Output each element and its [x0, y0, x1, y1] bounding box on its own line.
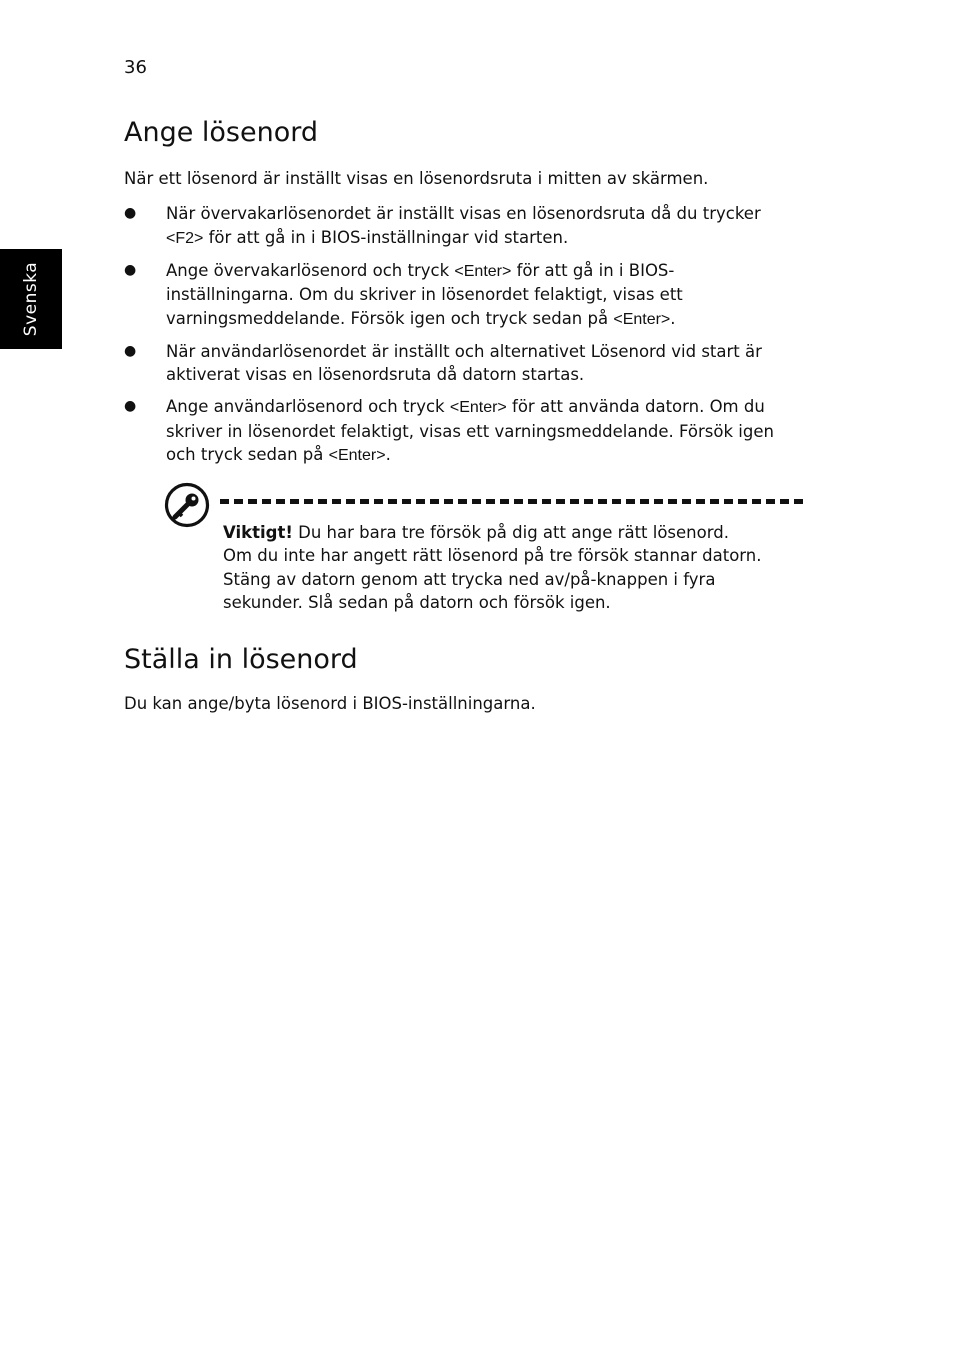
key-label: <Enter> [449, 399, 507, 416]
key-label: <Enter> [328, 447, 386, 464]
page-number: 36 [124, 57, 147, 78]
bullet-icon: ● [124, 261, 137, 278]
key-label: <F2> [166, 229, 204, 247]
note-divider [220, 499, 804, 504]
key-label: <Enter> [454, 262, 512, 280]
note-label: Viktigt! [223, 523, 293, 542]
key-label: <Enter> [613, 310, 671, 328]
section-title-ange-losenord: Ange lösenord [124, 117, 319, 148]
bullet-list [124, 202, 824, 476]
bullet-icon: ● [124, 398, 137, 414]
language-tab [0, 249, 62, 349]
list-item: ● När övervakarlösenordet är inställt visas en lösenordsruta då du trycker <F2> för att gå in i BIOS-inställningar vid starten. [124, 204, 761, 247]
key-icon [164, 482, 210, 528]
list-item: ● Ange övervakarlösenord och tryck <Enter> för att gå in i BIOS- inställningarna. Om du skriver in lösenordet felaktigt, visas ett varningsmeddelande. Försök igen och tryck sedan på <Enter>. [124, 260, 683, 328]
bullet-icon: ● [124, 342, 137, 359]
section-intro: När ett lösenord är inställt visas en lösenordsruta i mitten av skärmen. [124, 169, 709, 188]
language-tab-label: Svenska [21, 261, 41, 337]
list-item: ● När användarlösenordet är inställt och alternativet Lösenord vid start är aktiverat visas en lösenordsruta då datorn startas. [124, 341, 762, 384]
list-item: ● Ange användarlösenord och tryck <Enter> för att använda datorn. Om du skriver in lösenordet felaktigt, visas ett varningsmeddelande. Försök igen och tryck sedan på <Enter>. [124, 397, 774, 464]
note-text: Viktigt! Du har bara tre försök på dig att ange rätt lösenord. Om du inte har angett rätt lösenord på tre försök stannar datorn. Stäng av datorn genom att trycka ned av/på-knappen i fyra sekunder. Slå sedan på datorn och försök igen. [223, 523, 762, 612]
section-intro: Du kan ange/byta lösenord i BIOS-inställningarna. [124, 694, 536, 713]
section-title-stalla-in-losenord: Ställa in lösenord [124, 644, 358, 675]
bullet-icon: ● [124, 205, 137, 221]
